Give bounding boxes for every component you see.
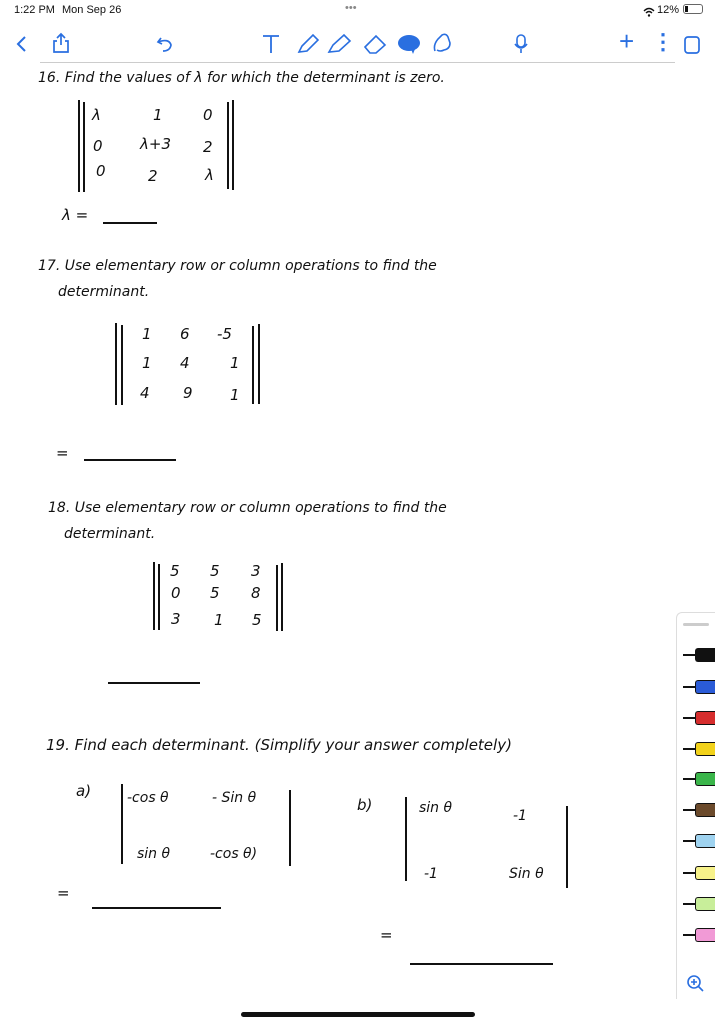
pen-tip bbox=[683, 686, 695, 688]
pen-tip bbox=[683, 809, 695, 811]
q18-left-bar2 bbox=[158, 564, 160, 630]
q17-cell: 4 bbox=[180, 354, 190, 372]
q18-cell: 5 bbox=[170, 562, 180, 580]
q19b-left-bar bbox=[405, 797, 407, 881]
q16-cell: 1 bbox=[153, 106, 163, 124]
pen-color-swatch[interactable] bbox=[683, 897, 715, 911]
q19b-cell: -1 bbox=[424, 866, 438, 882]
pen-tip bbox=[683, 934, 695, 936]
share-icon[interactable] bbox=[51, 32, 71, 59]
q16-cell: 0 bbox=[93, 137, 103, 155]
q18-cell: 8 bbox=[251, 584, 261, 602]
pen-tip bbox=[683, 654, 695, 656]
q19a-cell: -cos θ) bbox=[210, 846, 258, 862]
q18-cell: 0 bbox=[171, 584, 181, 602]
q17-answer-label: = bbox=[56, 444, 69, 462]
q18-cell: 3 bbox=[251, 562, 261, 580]
add-page-button[interactable]: + bbox=[619, 26, 635, 56]
q19b-cell: Sin θ bbox=[509, 866, 544, 882]
q18-cell: 1 bbox=[214, 611, 224, 629]
multitask-dots[interactable]: ••• bbox=[345, 2, 357, 14]
q16-cell: 2 bbox=[203, 138, 213, 156]
q17-prompt-line1: 17. Use elementary row or column operations to find the bbox=[38, 258, 437, 274]
home-indicator[interactable] bbox=[241, 1012, 475, 1017]
q18-cell: 5 bbox=[210, 584, 220, 602]
q18-cell: 5 bbox=[252, 611, 262, 629]
pen-body bbox=[695, 834, 715, 848]
q16-left-bar bbox=[78, 100, 80, 192]
q17-cell: 1 bbox=[230, 386, 240, 404]
pen-icon[interactable] bbox=[296, 33, 320, 60]
pen-color-swatch[interactable] bbox=[683, 742, 715, 756]
tray-handle[interactable] bbox=[683, 623, 709, 626]
pen-body bbox=[695, 897, 715, 911]
q16-cell: λ bbox=[92, 106, 101, 124]
pen-color-swatch[interactable] bbox=[683, 928, 715, 942]
pen-body bbox=[695, 803, 715, 817]
q16-right-bar2 bbox=[232, 100, 234, 190]
q18-prompt-line1: 18. Use elementary row or column operations to find the bbox=[48, 500, 447, 516]
undo-icon[interactable] bbox=[155, 34, 175, 59]
wifi-icon bbox=[643, 4, 655, 14]
q17-cell: 6 bbox=[180, 325, 190, 343]
pen-body bbox=[695, 648, 715, 662]
pen-color-swatch[interactable] bbox=[683, 648, 715, 662]
q18-cell: 3 bbox=[171, 610, 181, 628]
q19a-answer-label: = bbox=[57, 884, 70, 902]
q19b-label: b) bbox=[357, 796, 373, 814]
pen-color-swatch[interactable] bbox=[683, 834, 715, 848]
q19a-answer-line bbox=[92, 907, 221, 909]
q16-cell: 2 bbox=[148, 167, 158, 185]
highlighter-icon[interactable] bbox=[326, 33, 352, 60]
q19b-cell: sin θ bbox=[419, 800, 453, 816]
q19a-left-bar bbox=[121, 784, 123, 864]
q16-cell: λ+3 bbox=[140, 135, 171, 153]
pen-tip bbox=[683, 778, 695, 780]
q19-prompt: 19. Find each determinant. (Simplify your answer completely) bbox=[46, 736, 512, 754]
text-tool-icon[interactable] bbox=[260, 33, 282, 60]
q18-prompt-line2: determinant. bbox=[64, 526, 156, 542]
battery-icon bbox=[683, 4, 703, 14]
pen-tip bbox=[683, 872, 695, 874]
pen-body bbox=[695, 711, 715, 725]
q19a-right-bar bbox=[289, 790, 291, 866]
q17-cell: 1 bbox=[142, 354, 152, 372]
pen-tip bbox=[683, 748, 695, 750]
q17-cell: -5 bbox=[217, 325, 232, 343]
status-time: 1:22 PM bbox=[14, 4, 55, 16]
q16-answer-label: λ = bbox=[62, 206, 89, 224]
pen-body bbox=[695, 680, 715, 694]
pen-tip bbox=[683, 840, 695, 842]
pen-tip bbox=[683, 903, 695, 905]
q18-answer-line bbox=[108, 682, 200, 684]
pen-body bbox=[695, 772, 715, 786]
q16-prompt: 16. Find the values of λ for which the determinant is zero. bbox=[38, 70, 445, 86]
q18-cell: 5 bbox=[210, 562, 220, 580]
pen-color-swatch[interactable] bbox=[683, 680, 715, 694]
q19b-cell: -1 bbox=[513, 808, 527, 824]
q17-left-bar bbox=[115, 323, 117, 405]
q18-right-bar bbox=[276, 565, 278, 631]
q18-right-bar2 bbox=[281, 563, 283, 631]
q16-right-bar bbox=[227, 102, 229, 189]
q17-cell: 9 bbox=[183, 384, 193, 402]
page-top-border bbox=[40, 62, 675, 63]
q17-answer-line bbox=[84, 459, 176, 461]
eraser-icon[interactable] bbox=[362, 33, 388, 60]
q17-cell: 1 bbox=[142, 325, 152, 343]
q19b-answer-line bbox=[410, 963, 553, 965]
q19a-cell: sin θ bbox=[137, 846, 171, 862]
q16-cell: 0 bbox=[96, 162, 106, 180]
pen-body bbox=[695, 866, 715, 880]
pen-color-swatch[interactable] bbox=[683, 866, 715, 880]
q17-right-bar2 bbox=[258, 324, 260, 404]
q16-left-bar2 bbox=[83, 102, 85, 192]
shape-fill-icon[interactable] bbox=[396, 32, 422, 61]
mic-icon[interactable] bbox=[513, 33, 529, 60]
pen-color-swatch[interactable] bbox=[683, 772, 715, 786]
q17-right-bar bbox=[252, 326, 254, 404]
q19a-cell: -cos θ bbox=[127, 790, 169, 806]
pen-color-swatch[interactable] bbox=[683, 803, 715, 817]
q19a-label: a) bbox=[76, 782, 92, 800]
q19a-cell: - Sin θ bbox=[212, 790, 257, 806]
pen-body bbox=[695, 928, 715, 942]
pen-tip bbox=[683, 717, 695, 719]
battery-percent: 12% bbox=[657, 4, 680, 16]
zoom-icon[interactable] bbox=[685, 973, 705, 998]
pen-body bbox=[695, 742, 715, 756]
q17-left-bar2 bbox=[121, 325, 123, 405]
q19b-answer-label: = bbox=[380, 926, 393, 944]
q17-prompt-line2: determinant. bbox=[58, 284, 150, 300]
q17-cell: 4 bbox=[140, 384, 150, 402]
q16-cell: λ bbox=[205, 166, 214, 184]
pages-icon[interactable] bbox=[683, 35, 701, 60]
back-chevron-icon[interactable] bbox=[14, 35, 28, 58]
status-date: Mon Sep 26 bbox=[62, 4, 122, 16]
more-button[interactable]: ⋮ bbox=[652, 29, 674, 54]
q16-answer-line bbox=[103, 222, 157, 224]
lasso-icon[interactable] bbox=[430, 33, 454, 60]
q17-cell: 1 bbox=[230, 354, 240, 372]
q16-cell: 0 bbox=[203, 106, 213, 124]
q19b-right-bar bbox=[566, 806, 568, 888]
pen-color-swatch[interactable] bbox=[683, 711, 715, 725]
q18-left-bar bbox=[153, 562, 155, 630]
